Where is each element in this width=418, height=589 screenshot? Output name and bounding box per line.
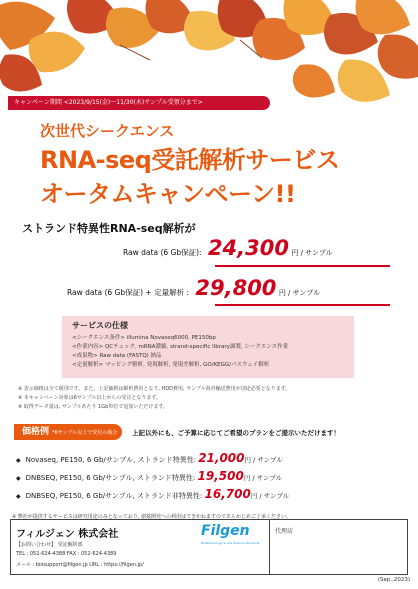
diamond-bullet-icon: ◆ [16, 475, 21, 482]
spec-line: <シークエンス条件> illumina Novaseq6000, PE150bp [72, 335, 216, 341]
price-example-item [16, 487, 289, 501]
date-label: (Sep.,2023) [377, 577, 410, 583]
note: ※ 本キャンペーン対象は6サンプル以上からの受注となります。 [18, 395, 162, 401]
price-label: Raw data (6 Gb保証): [123, 248, 202, 257]
item-price: 16,700 [204, 487, 251, 501]
contact-label: 【お問い合わせ】 受託解析部 [16, 542, 83, 548]
spec-line: <成果物> Raw data (FASTQ) 納品 [72, 353, 162, 359]
service-spec-box [62, 316, 354, 378]
autumn-leaves-illustration [0, 0, 418, 130]
spec-title: サービスの仕様 [72, 321, 128, 330]
agent-label: 代理店 [275, 528, 294, 535]
note: ※ 表示価格は全て税別です。また、上記価格は解析費用となり, HDD費用, サンプル海外輸送費用が別途必要となります。 [18, 386, 291, 392]
item-unit: 円 / サンプル [243, 474, 283, 482]
title-line-1: 次世代シークエンス [40, 122, 175, 140]
logo-text: Filgen [201, 523, 250, 539]
price-underline [215, 304, 390, 306]
title-line-2: RNA-seq受託解析サービス [40, 146, 340, 174]
filgen-logo [199, 523, 261, 549]
contact-mail: メール : biosupport@filgen.jp URL : https://filgen.jp/ [16, 562, 144, 568]
contact-footer [10, 519, 408, 575]
price-example-item [16, 469, 282, 483]
note: ※ 取得データ量は, サンプルあたり 1Gb単位で追加いただけます。 [18, 404, 168, 410]
diamond-bullet-icon: ◆ [16, 493, 21, 500]
diamond-bullet-icon: ◆ [16, 457, 21, 464]
price-example-item [16, 451, 283, 465]
campaign-period-banner: キャンペーン期間 <2023/9/15(金)～11/30(木)サンプル受領分まで> [8, 96, 270, 110]
item-text: DNBSEQ, PE150, 6 Gb/サンプル, ストランド非特異性: [25, 492, 205, 500]
footer-divider [269, 520, 270, 574]
price-unit: 円 / サンプル [291, 249, 333, 257]
contact-phone: TEL : 052-624-4388 FAX : 052-624-4389 [16, 551, 117, 557]
footnote: ※ 弊社が提供するサービスは研究用途のみとなっており, 創薬開発への利用はできかねますのであらかじめご了承ください。 [12, 514, 291, 520]
title-line-3: オータムキャンペーン!! [40, 180, 296, 208]
item-unit: 円 / サンプル [250, 492, 290, 500]
price-row-raw [123, 236, 333, 260]
item-unit: 円 / サンプル [244, 456, 283, 464]
spec-line: <定量解析> マッピング解析, 発現解析, 発現差解析, GO/KEGG/パスウェイ解析 [72, 362, 270, 368]
company-name: フィルジェン 株式会社 [16, 529, 119, 540]
price-tag-note: *6サンプル以上で受付の場合 [52, 430, 118, 436]
item-text: Novaseq, PE150, 6 Gb/サンプル, ストランド特異性: [25, 456, 199, 464]
price-label: Raw data (6 Gb保証) + 定量解析 : [67, 288, 189, 297]
price-row-quant [67, 276, 320, 300]
subheading: ストランド特異性RNA-seq解析が [22, 222, 196, 235]
price-value: 29,800 [195, 276, 277, 300]
spec-line: <作業内容> QCチェック, mRNA濃縮, strand-specific library調製, シークエンス作業 [72, 344, 289, 350]
item-price: 19,500 [197, 469, 244, 483]
price-unit: 円 / サンプル [278, 289, 320, 297]
price-tag-label: 価格例 [22, 427, 50, 437]
custom-plan-note: 上記以外にも、ご予算に応じてご希望のプランをご提示いただけます！ [132, 429, 340, 437]
logo-subtext: Biotechnology & Life Science Solutions [201, 541, 260, 545]
price-underline [215, 265, 390, 267]
price-example-tag [14, 424, 122, 440]
item-text: DNBSEQ, PE150, 6 Gb/サンプル, ストランド特異性: [25, 474, 198, 482]
notes [18, 385, 408, 412]
price-value: 24,300 [207, 236, 289, 260]
item-price: 21,000 [198, 451, 245, 465]
